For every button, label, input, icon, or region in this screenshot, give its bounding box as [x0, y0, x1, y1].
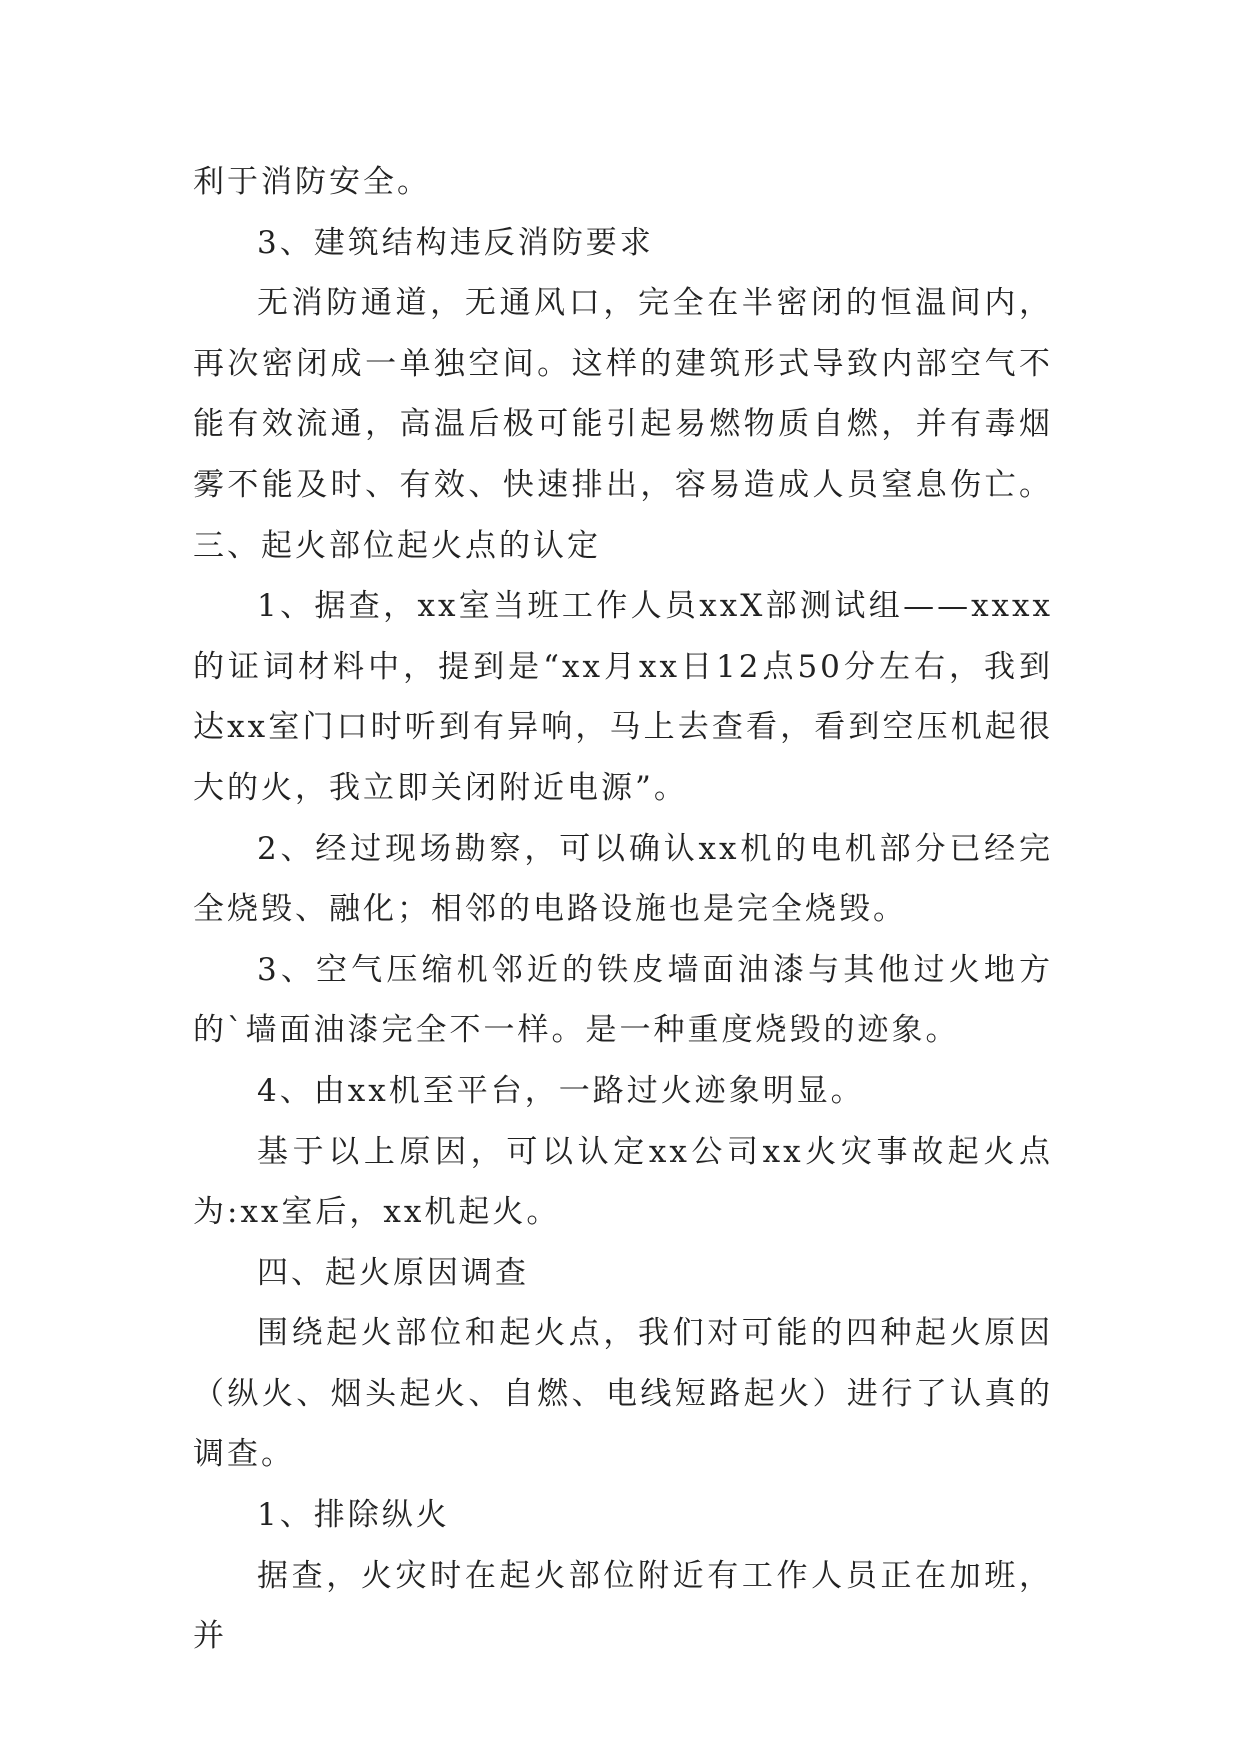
section-heading-building-structure: 3、建筑结构违反消防要求: [257, 224, 654, 261]
paragraph-conclusion: 基于以上原因，可以认定xx公司xx火灾事故起火点为:xx室后，xx机起火。: [193, 1133, 1053, 1231]
paragraph-witness-statement: 1、据查，xx室当班工作人员xxX部测试组——xxxx的证词材料中，提到是“xx月xx日12点50分左右，我到达xx室门口时听到有异响，马上去查看，看到空压机起很大的火，我立即关闭附近电源”。: [193, 588, 1053, 806]
paragraph-fire-trace: 4、由xx机至平台，一路过火迹象明显。: [257, 1072, 865, 1109]
paragraph-continuation: 利于消防安全。: [193, 164, 431, 200]
paragraph-wall-paint: 3、空气压缩机邻近的铁皮墙面油漆与其他过火地方的`墙面油漆完全不一样。是一种重度烧毁的迹象。: [193, 951, 1053, 1049]
paragraph-building-structure: 无消防通道，无通风口，完全在半密闭的恒温间内，再次密闭成一单独空间。这样的建筑形式导致内部空气不能有效流通，高温后极可能引起易燃物质自燃，并有毒烟雾不能及时、有效、快速排出，容易造成人员窒息伤亡。三、起火部位起火点的认定: [193, 285, 1053, 564]
document-body: [193, 152, 1053, 1667]
paragraph-exclude-arson: 据查，火灾时在起火部位附近有工作人员正在加班，并: [193, 1557, 1053, 1655]
subheading-exclude-arson: 1、排除纵火: [257, 1497, 450, 1534]
paragraph-fire-cause-intro: 围绕起火部位和起火点，我们对可能的四种起火原因（纵火、烟头起火、自燃、电线短路起火）进行了认真的调查。: [193, 1315, 1053, 1473]
section-heading-fire-cause: 四、起火原因调查: [257, 1254, 529, 1291]
paragraph-site-survey: 2、经过现场勘察，可以确认xx机的电机部分已经完全烧毁、融化；相邻的电路设施也是完全烧毁。: [193, 830, 1053, 928]
